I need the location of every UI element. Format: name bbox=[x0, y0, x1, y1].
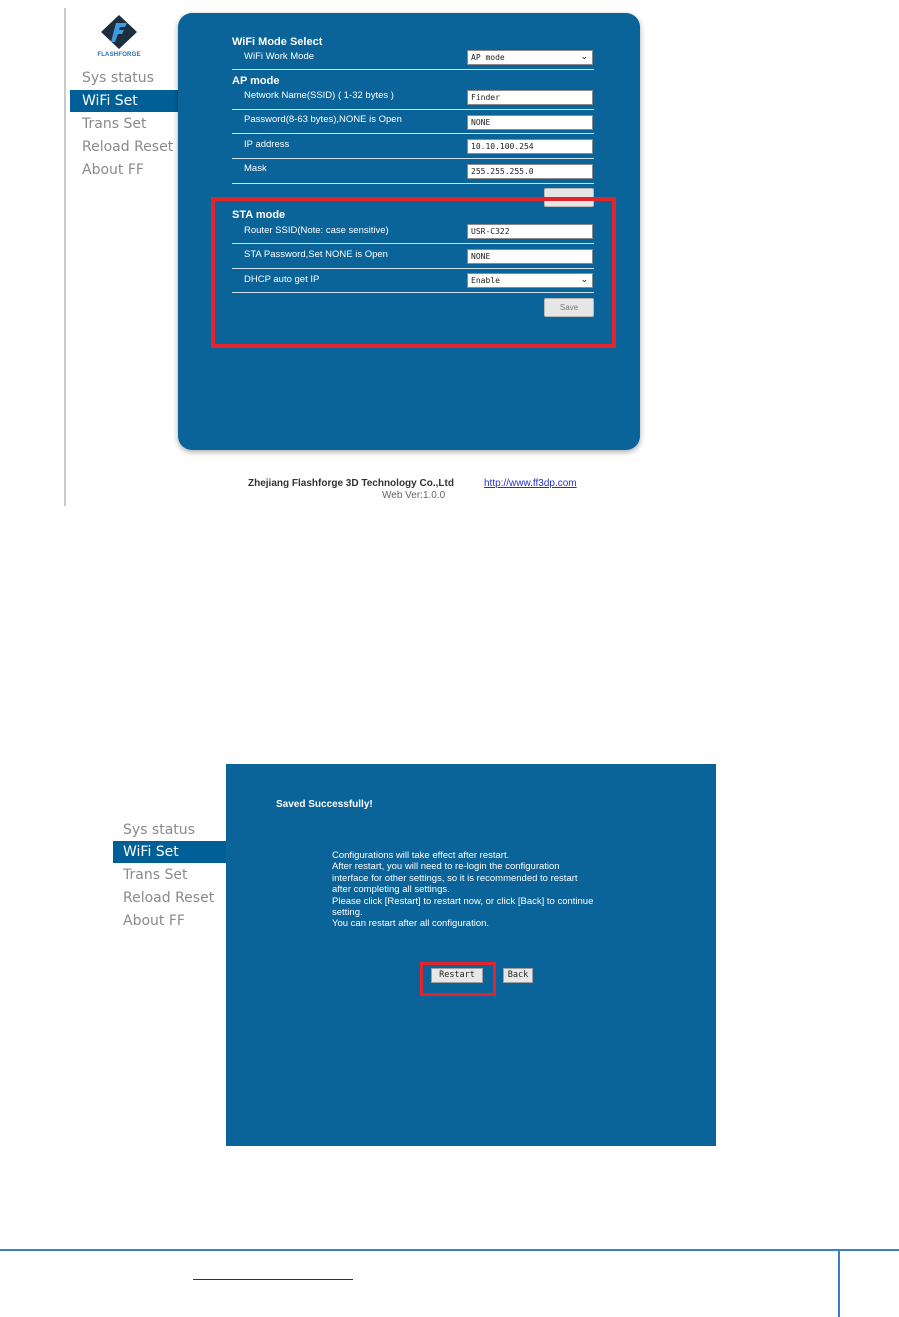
sta-mode-title: STA mode bbox=[232, 209, 286, 221]
divider bbox=[232, 109, 594, 110]
sta-router-ssid-input[interactable]: USR-C322 bbox=[467, 224, 593, 239]
sidebar-item-sys-status[interactable]: Sys status bbox=[82, 70, 154, 86]
footer-link[interactable]: http://www.ff3dp.com bbox=[484, 478, 577, 489]
message-line: interface for other settings, so it is recommended to restart bbox=[332, 872, 578, 884]
wifi-work-mode-label: WiFi Work Mode bbox=[244, 51, 315, 62]
sta-router-ssid-label: Router SSID(Note: case sensitive) bbox=[244, 225, 389, 236]
ap-password-input[interactable]: NONE bbox=[467, 115, 593, 130]
logo-text: FLASHFORGE bbox=[97, 52, 141, 58]
saved-title: Saved Successfully! bbox=[276, 799, 373, 810]
dhcp-label: DHCP auto get IP bbox=[244, 274, 320, 285]
sta-password-input[interactable]: NONE bbox=[467, 249, 593, 264]
divider bbox=[232, 158, 594, 159]
page-footer-rule bbox=[0, 1249, 899, 1251]
sta-password-label: STA Password,Set NONE is Open bbox=[244, 249, 388, 260]
chevron-down-icon: ⌄ bbox=[580, 52, 588, 62]
wifi-mode-select-title: WiFi Mode Select bbox=[232, 36, 323, 48]
flashforge-logo-icon bbox=[97, 14, 141, 50]
ap-ip-input[interactable]: 10.10.100.254 bbox=[467, 139, 593, 154]
wifi-work-mode-value: AP mode bbox=[471, 53, 505, 62]
chevron-down-icon: ⌄ bbox=[580, 275, 588, 285]
sidebar-item-trans-set[interactable]: Trans Set bbox=[82, 116, 147, 132]
flashforge-logo bbox=[88, 14, 150, 66]
sidebar-item-reload-reset[interactable]: Reload Reset bbox=[82, 139, 174, 155]
message-line: setting. bbox=[332, 907, 363, 919]
ap-ssid-label: Network Name(SSID) ( 1-32 bytes ) bbox=[244, 90, 394, 101]
divider bbox=[232, 69, 594, 70]
dhcp-value: Enable bbox=[471, 276, 500, 285]
restart-button[interactable]: Restart bbox=[431, 968, 483, 983]
message-line: After restart, you will need to re-login the configuration bbox=[332, 861, 560, 873]
footer-company: Zhejiang Flashforge 3D Technology Co.,Ltd bbox=[248, 478, 454, 489]
ap-ip-label: IP address bbox=[244, 139, 290, 150]
footer-version: Web Ver:1.0.0 bbox=[382, 490, 446, 501]
message-line: Please click [Restart] to restart now, or click [Back] to continue bbox=[332, 895, 594, 907]
sidebar-item-sys-status[interactable]: Sys status bbox=[123, 822, 195, 838]
wifi-work-mode-select[interactable] bbox=[467, 50, 593, 65]
ap-ssid-input[interactable]: Finder bbox=[467, 90, 593, 105]
sidebar-divider bbox=[64, 8, 66, 506]
ap-mask-label: Mask bbox=[244, 163, 267, 174]
save-result-panel bbox=[226, 764, 716, 1146]
message-line: You can restart after all configuration. bbox=[332, 918, 490, 930]
sidebar-item-about-ff[interactable]: About FF bbox=[123, 913, 185, 929]
page-footer-underline bbox=[193, 1279, 353, 1280]
message-line: Configurations will take effect after restart. bbox=[332, 850, 510, 861]
divider bbox=[232, 183, 594, 184]
sidebar-item-reload-reset[interactable]: Reload Reset bbox=[123, 890, 215, 906]
sidebar-item-about-ff[interactable]: About FF bbox=[82, 162, 144, 178]
sidebar-item-wifi-set[interactable]: WiFi Set bbox=[113, 841, 226, 863]
sta-mode-highlight bbox=[211, 197, 616, 348]
ap-password-label: Password(8-63 bytes),NONE is Open bbox=[244, 114, 402, 125]
ap-mode-title: AP mode bbox=[232, 75, 280, 87]
sidebar-item-trans-set[interactable]: Trans Set bbox=[123, 867, 188, 883]
divider bbox=[232, 133, 594, 134]
back-button[interactable]: Back bbox=[503, 968, 533, 983]
restart-message bbox=[332, 850, 652, 930]
message-line: after completing all settings. bbox=[332, 884, 450, 896]
restart-highlight bbox=[420, 962, 496, 996]
page-footer-divider bbox=[838, 1251, 840, 1317]
sidebar-item-wifi-set[interactable]: WiFi Set bbox=[70, 90, 178, 112]
ap-mask-input[interactable]: 255.255.255.0 bbox=[467, 164, 593, 179]
sta-save-button[interactable]: Save bbox=[544, 298, 594, 317]
